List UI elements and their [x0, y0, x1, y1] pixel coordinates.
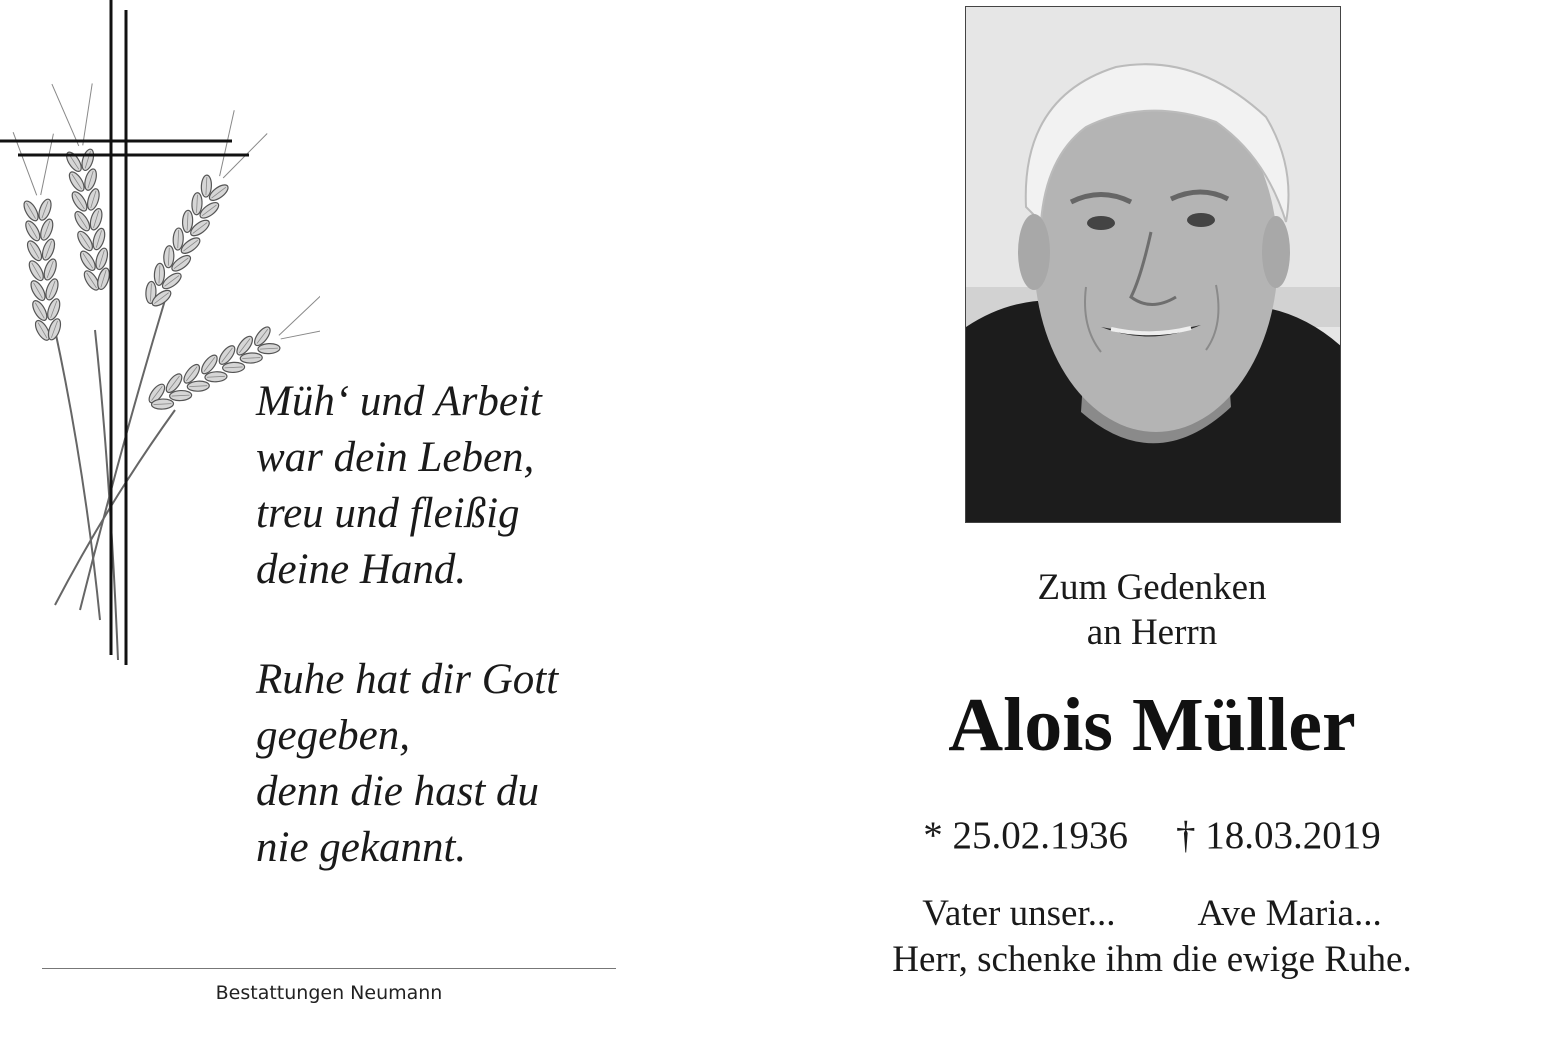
verse-line: denn die hast du: [256, 768, 540, 815]
verse-line: war dein Leben,: [256, 434, 535, 481]
memorial-heading: Zum Gedenken: [1037, 567, 1267, 608]
verse-line: Müh‘ und Arbeit: [256, 378, 542, 425]
deceased-name: Alois Müller: [948, 683, 1356, 767]
portrait-photo: [965, 6, 1341, 523]
closing-prayer: Herr, schenke ihm die ewige Ruhe.: [892, 939, 1412, 980]
verse-line: treu und fleißig: [256, 490, 520, 537]
verse-stanza-2: [256, 652, 558, 876]
birth-date: * 25.02.1936: [923, 814, 1128, 857]
verse-line: nie gekannt.: [256, 824, 467, 871]
verse-line: gegeben,: [256, 712, 411, 759]
prayer-left: Vater unser...: [922, 893, 1116, 934]
verse-line: deine Hand.: [256, 546, 467, 593]
memorial-subheading: an Herrn: [1086, 612, 1218, 653]
death-date: † 18.03.2019: [1176, 814, 1381, 857]
verse-line: Ruhe hat dir Gott: [256, 656, 559, 703]
prayer-right: Ave Maria...: [1197, 893, 1382, 934]
undertaker-name: Bestattungen Neumann: [215, 982, 443, 1004]
verse-stanza-1: [256, 374, 542, 598]
prayers: [852, 892, 1452, 936]
life-dates: [852, 813, 1452, 859]
footer-divider: [42, 968, 616, 969]
